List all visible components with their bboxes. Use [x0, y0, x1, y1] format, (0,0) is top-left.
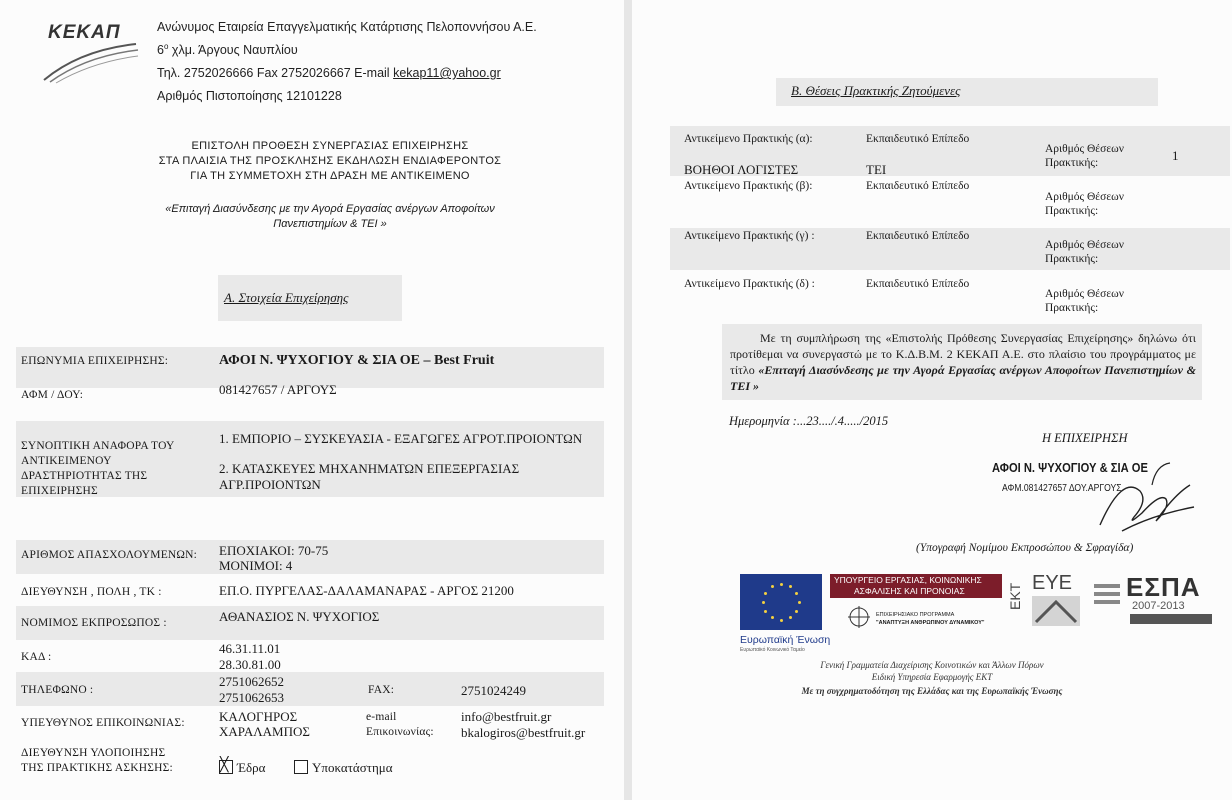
row-b-level-label: Εκπαιδευτικό Επίπεδο: [866, 180, 970, 192]
value-phone-1: 2751062652: [219, 674, 284, 689]
section-a-heading: Α. Στοιχεία Επιχείρησης: [224, 290, 349, 305]
row-a-count-value: 1: [1172, 148, 1179, 163]
footer-line-1: Γενική Γραμματεία Διαχείρισης Κοινοτικών και Άλλων Πόρων: [820, 660, 1044, 670]
statement-paragraph: Με τη συμπλήρωση της «Επιστολής Πρόθεσης Συνεργασίας Επιχείρησης» δηλώνω ότι προτίθεμαι να συνεργαστώ με το Κ.Δ.Β.Μ. 2 ΚΕΚΑΠ Α.Ε. στο πλαίσιο του προγράμματος με τίτλο «Επιταγή Διασύνδεσης με την Αγορά Εργασίας ανέργων Αποφοίτων Πανεπιστημίων & ΤΕΙ »: [730, 331, 1196, 393]
value-address: ΕΠ.Ο. ΠΥΡΓΕΛΑΣ-ΔΑΛΑΜΑΝΑΡΑΣ - ΑΡΓΟΣ 21200: [219, 583, 514, 598]
company-contacts: Τηλ. 2752026666 Fax 2752026667 E-mail kekap11@yahoo.gr: [157, 66, 501, 80]
label-address: ΔΙΕΥΘΥΝΣΗ , ΠΟΛΗ , ΤΚ :: [21, 586, 162, 598]
row-c-positions-label-2: Πρακτικής:: [1045, 253, 1099, 265]
value-email-1[interactable]: info@bestfruit.gr: [461, 709, 552, 724]
label-email-a: e-mail: [366, 711, 397, 723]
eu-star-icon: [795, 592, 798, 595]
value-kad-1: 46.31.11.01: [219, 641, 281, 656]
checkbox-headquarters[interactable]: ╳ Έδρα: [219, 760, 265, 776]
espa-banner: [1130, 614, 1212, 624]
row-a-level-value: ΤΕΙ: [866, 162, 887, 177]
right-page: [632, 0, 1232, 800]
eu-star-icon: [789, 616, 792, 619]
row-b-subject-label: Αντικείμενο Πρακτικής (β):: [684, 180, 813, 192]
checked-box-icon[interactable]: [219, 760, 233, 774]
value-activity-2b: ΑΓΡ.ΠΡΟΙΟΝΤΩΝ: [219, 477, 321, 492]
eu-star-icon: [771, 585, 774, 588]
ekt-label: ΕΚΤ: [1007, 582, 1023, 610]
row-c-level-label: Εκπαιδευτικό Επίπεδο: [866, 230, 970, 242]
label-activity-4: ΕΠΙΧΕΙΡΗΣΗΣ: [21, 485, 98, 497]
ministry-line-1: ΥΠΟΥΡΓΕΙΟ ΕΡΓΑΣΙΑΣ, ΚΟΙΝΩΝΙΚΗΣ: [834, 575, 982, 585]
signature-caption: (Υπογραφή Νομίμου Εκπροσώπου & Σφραγίδα): [916, 542, 1134, 554]
section-b-heading: Β. Θέσεις Πρακτικής Ζητούμενες: [791, 83, 961, 98]
label-kad: ΚΑΔ :: [21, 651, 52, 663]
label-legal-rep: ΝΟΜΙΜΟΣ ΕΚΠΡΟΣΩΠΟΣ :: [21, 617, 167, 629]
row-c-positions-label-1: Αριθμός Θέσεων: [1045, 239, 1124, 251]
label-contact: ΥΠΕΥΘΥΝΟΣ ΕΠΙΚΟΙΝΩΝΙΑΣ:: [21, 717, 185, 729]
footer-line-3: Με τη συγχρηματοδότηση της Ελλάδας και της Ευρωπαϊκής Ένωσης: [801, 686, 1063, 696]
row-a-level-label: Εκπαιδευτικό Επίπεδο: [866, 133, 970, 145]
row-b-positions-label-1: Αριθμός Θέσεων: [1045, 191, 1124, 203]
row-d-subject-label: Αντικείμενο Πρακτικής (δ) :: [684, 278, 815, 290]
title-line-1: ΕΠΙΣΤΟΛΗ ΠΡΟΘΕΣΗ ΣΥΝΕΡΓΑΣΙΑΣ ΕΠΙΧΕΙΡΗΣΗΣ: [191, 140, 469, 152]
row-d-positions-label-2: Πρακτικής:: [1045, 302, 1099, 314]
value-employees-seasonal: ΕΠΟΧΙΑΚΟΙ: 70-75: [219, 543, 329, 558]
company-stamp-tax: ΑΦΜ.081427657 ΔΟΥ.ΑΡΓΟΥΣ: [1002, 483, 1122, 494]
label-site-2: ΤΗΣ ΠΡΑΚΤΙΚΗΣ ΑΣΚΗΣΗΣ:: [21, 762, 173, 774]
eu-star-icon: [780, 619, 783, 622]
operational-programme-icon: [846, 604, 872, 630]
value-employees-permanent: ΜΟΝΙΜΟΙ: 4: [219, 558, 293, 573]
eu-star-icon: [798, 601, 801, 604]
row-b-positions-label-2: Πρακτικής:: [1045, 205, 1099, 217]
eu-flag-icon: [740, 574, 822, 630]
eu-star-icon: [764, 610, 767, 613]
value-contact-1: ΚΑΛΟΓΗΡΟΣ: [219, 709, 298, 724]
label-fax: FAX:: [368, 684, 395, 696]
label-employees: ΑΡΙΘΜΟΣ ΑΠΑΣΧΟΛΟΥΜΕΝΩΝ:: [21, 549, 198, 561]
checkbox-branch[interactable]: Υποκατάστημα: [294, 760, 393, 776]
value-activity-2a: 2. ΚΑΤΑΣΚΕΥΕΣ ΜΗΧΑΝΗΜΑΤΩΝ ΕΠΕΞΕΡΓΑΣΙΑΣ: [219, 461, 520, 476]
value-phone-2: 2751062653: [219, 690, 284, 705]
value-afm: 081427657 / ΑΡΓΟΥΣ: [219, 382, 337, 397]
value-email-2[interactable]: bkalogiros@bestfruit.gr: [461, 725, 586, 740]
espa-logo-icon: [1090, 578, 1128, 610]
value-company-name: ΑΦΟΙ Ν. ΨΥΧΟΓΙΟΥ & ΣΙΑ ΟΕ – Best Fruit: [219, 353, 495, 368]
eu-star-icon: [789, 585, 792, 588]
label-phone: ΤΗΛΕΦΩΝΟ :: [21, 684, 94, 696]
eu-label: Ευρωπαϊκή Ένωση: [740, 634, 831, 646]
empty-box-icon[interactable]: [294, 760, 308, 774]
row-d-positions-label-1: Αριθμός Θέσεων: [1045, 288, 1124, 300]
value-contact-2: ΧΑΡΑΛΑΜΠΟΣ: [219, 724, 310, 739]
page-gutter: [624, 0, 632, 800]
label-activity-3: ΔΡΑΣΤΗΡΙΟΤΗΤΑΣ ΤΗΣ: [21, 470, 148, 482]
label-email-b: Επικοινωνίας:: [366, 726, 434, 738]
logo-swoosh-icon: [40, 40, 140, 84]
footer-line-2: Ειδική Υπηρεσία Εφαρμογής ΕΚΤ: [871, 672, 993, 682]
eye-logo-icon: [1032, 596, 1080, 626]
label-afm: ΑΦΜ / ΔΟΥ:: [21, 389, 84, 401]
title-line-2: ΣΤΑ ΠΛΑΙΣΙΑ ΤΗΣ ΠΡΟΣΚΛΗΣΗΣ ΕΚΔΗΛΩΣΗ ΕΝΔΙΑΦΕΡΟΝΤΟΣ: [158, 155, 502, 167]
eu-star-icon: [780, 583, 783, 586]
label-activity-2: ΑΝΤΙΚΕΙΜΕΝΟΥ: [21, 455, 112, 467]
eu-star-icon: [762, 601, 765, 604]
company-address: $6^o$ χλμ. Άργους Ναυπλίου: [157, 42, 298, 58]
eu-star-icon: [764, 592, 767, 595]
row-c-subject-label: Αντικείμενο Πρακτικής (γ) :: [684, 230, 815, 242]
op-line-2: "ΑΝΑΠΤΥΞΗ ΑΝΘΡΩΠΙΝΟΥ ΔΥΝΑΜΙΚΟΥ": [876, 620, 985, 626]
certification-number: Αριθμός Πιστοποίησης 12101228: [157, 89, 342, 103]
op-line-1: ΕΠΙΧΕΙΡΗΣΙΑΚΟ ΠΡΟΓΡΑΜΜΑ: [876, 612, 955, 618]
ministry-line-2: ΑΣΦΑΛΙΣΗΣ ΚΑΙ ΠΡΟΝΟΙΑΣ: [854, 586, 965, 596]
eu-star-icon: [771, 616, 774, 619]
label-company-name: ΕΠΩΝΥΜΙΑ ΕΠΙΧΕΙΡΗΣΗΣ:: [21, 355, 169, 367]
program-title-line-2: Πανεπιστημίων & ΤΕΙ »: [273, 218, 387, 230]
row-a-positions-label-1: Αριθμός Θέσεων: [1045, 143, 1124, 155]
company-email-link[interactable]: kekap11@yahoo.gr: [393, 66, 501, 80]
row-a-positions-label-2: Πρακτικής:: [1045, 157, 1099, 169]
signature-icon: [1082, 455, 1202, 537]
espa-label: ΕΣΠΑ: [1126, 572, 1201, 602]
value-fax: 2751024249: [461, 683, 526, 698]
title-line-3: ΓΙΑ ΤΗ ΣΥΜΜΕΤΟΧΗ ΣΤΗ ΔΡΑΣΗ ΜΕ ΑΝΤΙΚΕΙΜΕΝΟ: [190, 170, 470, 182]
eye-label: ΕΥΕ: [1032, 572, 1073, 594]
value-kad-2: 28.30.81.00: [219, 657, 281, 672]
eu-sub-label: Ευρωπαϊκό Κοινωνικό Ταμείο: [740, 647, 805, 653]
label-activity-1: ΣΥΝΟΠΤΙΚΗ ΑΝΑΦΟΡΑ ΤΟΥ: [21, 440, 175, 452]
espa-years: 2007-2013: [1132, 600, 1185, 612]
company-stamp-name: ΑΦΟΙ Ν. ΨΥΧΟΓΙΟΥ & ΣΙΑ ΟΕ: [992, 460, 1148, 475]
value-legal-rep: ΑΘΑΝΑΣΙΟΣ Ν. ΨΥΧΟΓΙΟΣ: [219, 609, 380, 624]
eu-star-icon: [795, 610, 798, 613]
program-title-line-1: «Επιταγή Διασύνδεσης με την Αγορά Εργασίας ανέργων Αποφοίτων: [165, 203, 495, 215]
value-activity-1: 1. ΕΜΠΟΡΙΟ – ΣΥΣΚΕΥΑΣΙΑ - ΕΞΑΓΩΓΕΣ ΑΓΡΟΤ.ΠΡΟΙΟΝΤΩΝ: [219, 431, 583, 446]
company-signature-label: Η ΕΠΙΧΕΙΡΗΣΗ: [1042, 431, 1128, 445]
row-d-level-label: Εκπαιδευτικό Επίπεδο: [866, 278, 970, 290]
label-site-1: ΔΙΕΥΘΥΝΣΗ ΥΛΟΠΟΙΗΣΗΣ: [21, 747, 166, 759]
row-a-subject-value: ΒΟΗΘΟΙ ΛΟΓΙΣΤΕΣ: [684, 162, 799, 177]
signature-date: Ημερομηνία :...23..../.4...../2015: [729, 414, 889, 428]
company-name: Ανώνυμος Εταιρεία Επαγγελματικής Κατάρτισης Πελοποννήσου Α.Ε.: [157, 20, 537, 34]
row-a-subject-label: Αντικείμενο Πρακτικής (α):: [684, 133, 813, 145]
kekap-logo: KEKAΠ: [48, 22, 121, 43]
